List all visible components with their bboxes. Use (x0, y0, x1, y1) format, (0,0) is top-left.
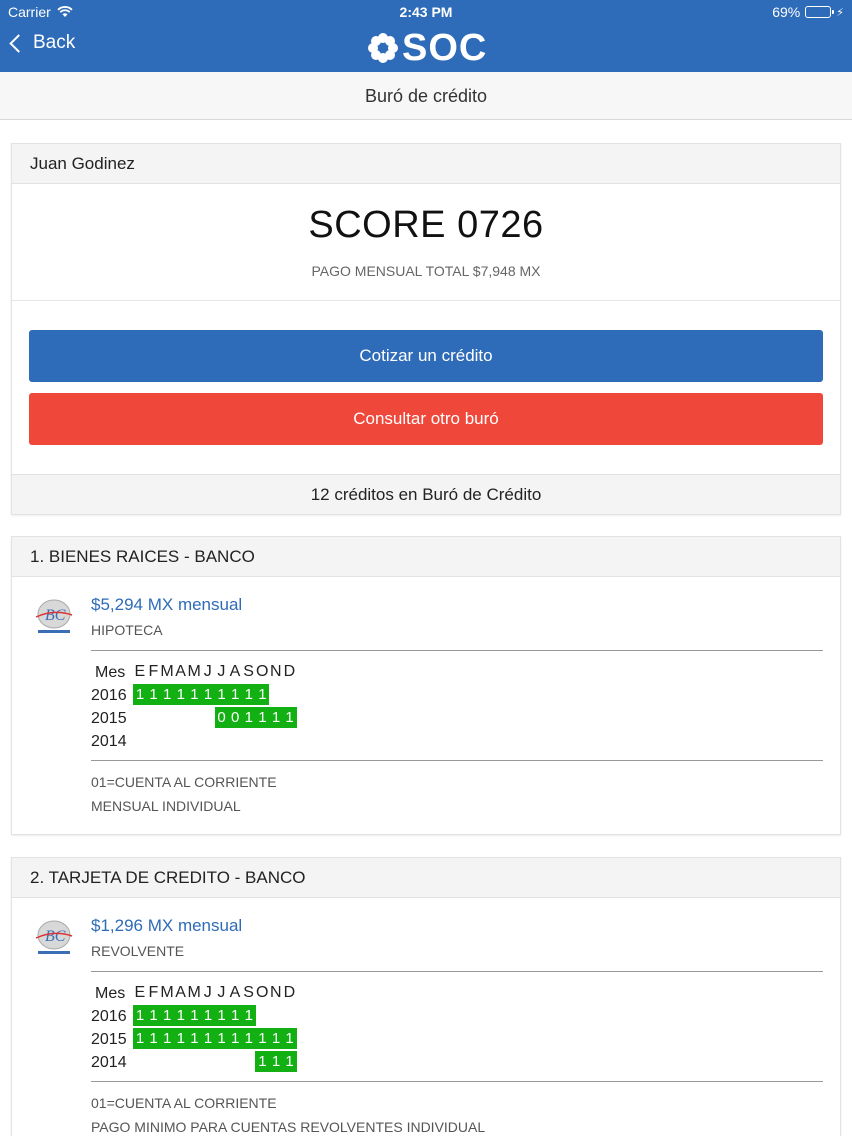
payment-status-cell: 1 (201, 1028, 215, 1049)
status-legend: 01=CUENTA AL CORRIENTE (91, 1095, 277, 1111)
month-letter: O (255, 663, 269, 680)
payment-status-cell: 1 (242, 1005, 256, 1026)
payment-status-cell: 0 (215, 707, 229, 728)
credit-title: 2. TARJETA DE CREDITO - BANCO (12, 858, 840, 898)
month-letter: S (243, 663, 254, 680)
payment-status-cell: 1 (242, 707, 256, 728)
divider (91, 971, 823, 972)
month-letter: F (148, 663, 159, 680)
month-letter: J (203, 663, 212, 680)
month-letter: D (283, 663, 296, 680)
carrier-label: Carrier (8, 4, 51, 20)
top-bar (0, 0, 852, 72)
chevron-left-icon (9, 34, 27, 52)
status-legend: 01=CUENTA AL CORRIENTE (91, 774, 277, 790)
payment-status-cell: 1 (255, 1028, 269, 1049)
battery-indicator (772, 4, 844, 20)
payment-status-cell: 1 (201, 1005, 215, 1026)
payment-status-cell: 1 (133, 684, 147, 705)
buro-credito-logo-icon (32, 918, 76, 958)
payment-status-cell: 1 (215, 684, 229, 705)
month-letter: A (229, 984, 241, 1001)
credits-count: 12 créditos en Buró de Crédito (12, 474, 840, 514)
payment-status-cell: 1 (269, 707, 283, 728)
month-letter: F (148, 984, 159, 1001)
payment-status-cell: 1 (133, 1005, 147, 1026)
months-header-label: Mes (95, 985, 126, 1002)
credit-item (11, 857, 841, 1136)
divider (91, 650, 823, 651)
payment-status-cell: 1 (133, 1028, 147, 1049)
payment-status-cell: 1 (283, 1028, 297, 1049)
payment-status-cell: 1 (147, 1005, 161, 1026)
flower-logo-icon (368, 33, 398, 63)
month-letter: M (160, 984, 174, 1001)
history-year: 2014 (91, 1054, 127, 1071)
logo-text: SOC (402, 26, 488, 69)
divider (12, 300, 840, 301)
history-year: 2015 (91, 1031, 127, 1048)
page-title: Buró de crédito (0, 72, 852, 120)
consultar-otro-buro-button[interactable]: Consultar otro buró (29, 393, 823, 445)
payment-status-cell: 1 (160, 684, 174, 705)
month-letter: O (255, 984, 269, 1001)
month-letter: E (134, 984, 146, 1001)
cotizar-credito-button[interactable]: Cotizar un crédito (29, 330, 823, 382)
back-button[interactable] (8, 32, 75, 54)
payment-status-cell: 1 (242, 1028, 256, 1049)
payment-status-cell: 1 (187, 1028, 201, 1049)
monthly-payment-total: PAGO MENSUAL TOTAL $7,948 MX (311, 263, 541, 279)
payment-status-cell: 1 (228, 1005, 242, 1026)
payment-status-cell: 1 (147, 1028, 161, 1049)
status-bar (0, 0, 852, 24)
payment-status-cell: 1 (215, 1028, 229, 1049)
month-letter: E (134, 663, 146, 680)
payment-status-cell: 1 (228, 684, 242, 705)
credit-score: SCORE 0726 (308, 204, 544, 246)
payment-status-cell: 1 (269, 1028, 283, 1049)
payment-status-cell: 0 (228, 707, 242, 728)
divider (91, 760, 823, 761)
payment-status-cell: 1 (201, 684, 215, 705)
payment-status-cell: 1 (255, 1051, 269, 1072)
history-year: 2016 (91, 1008, 127, 1025)
charging-bolt-icon: ⚡ (836, 6, 844, 19)
account-description: MENSUAL INDIVIDUAL (91, 798, 241, 814)
payment-status-cell: 1 (187, 1005, 201, 1026)
month-letter: N (270, 984, 282, 1001)
history-year: 2016 (91, 687, 127, 704)
payment-status-cell: 1 (174, 1028, 188, 1049)
month-letter: M (187, 663, 201, 680)
month-letter: A (175, 984, 186, 1001)
credit-type: HIPOTECA (91, 622, 163, 638)
payment-status-cell: 1 (255, 684, 269, 705)
month-letter: D (283, 984, 296, 1001)
battery-icon (805, 6, 831, 18)
credit-title: 1. BIENES RAICES - BANCO (12, 537, 840, 577)
payment-status-cell: 1 (147, 684, 161, 705)
payment-status-cell: 1 (215, 1005, 229, 1026)
month-letter: S (243, 984, 254, 1001)
month-letter: J (217, 663, 226, 680)
month-letter: M (160, 663, 174, 680)
payment-status-cell: 1 (228, 1028, 242, 1049)
score-summary-card (11, 143, 841, 515)
credit-amount: $5,294 MX mensual (91, 595, 243, 614)
month-letter: N (270, 663, 282, 680)
battery-percent: 69% (772, 4, 801, 20)
payment-status-cell: 1 (174, 1005, 188, 1026)
payment-status-cell: 1 (242, 684, 256, 705)
payment-status-cell: 1 (160, 1005, 174, 1026)
client-name: Juan Godinez (12, 144, 840, 184)
credit-type: REVOLVENTE (91, 943, 185, 959)
payment-status-cell: 1 (160, 1028, 174, 1049)
month-letter: M (187, 984, 201, 1001)
history-year: 2014 (91, 733, 127, 750)
credit-item (11, 536, 841, 835)
account-description: PAGO MINIMO PARA CUENTAS REVOLVENTES INDIVIDUAL (91, 1119, 486, 1135)
months-header-label: Mes (95, 664, 126, 681)
month-letter: J (217, 984, 226, 1001)
month-letter: A (229, 663, 241, 680)
history-year: 2015 (91, 710, 127, 727)
back-label: Back (33, 32, 76, 53)
payment-status-cell: 1 (187, 684, 201, 705)
payment-status-cell: 1 (283, 707, 297, 728)
credit-amount: $1,296 MX mensual (91, 916, 243, 935)
month-letter: A (175, 663, 186, 680)
payment-status-cell: 1 (174, 684, 188, 705)
clock: 2:43 PM (399, 4, 453, 20)
payment-status-cell: 1 (269, 1051, 283, 1072)
svg-text:BC: BC (45, 607, 66, 624)
month-letter: J (203, 984, 212, 1001)
buro-credito-logo-icon (32, 597, 76, 637)
divider (91, 1081, 823, 1082)
svg-text:BC: BC (45, 928, 66, 945)
soc-logo (368, 28, 487, 68)
payment-status-cell: 1 (255, 707, 269, 728)
payment-status-cell: 1 (283, 1051, 297, 1072)
